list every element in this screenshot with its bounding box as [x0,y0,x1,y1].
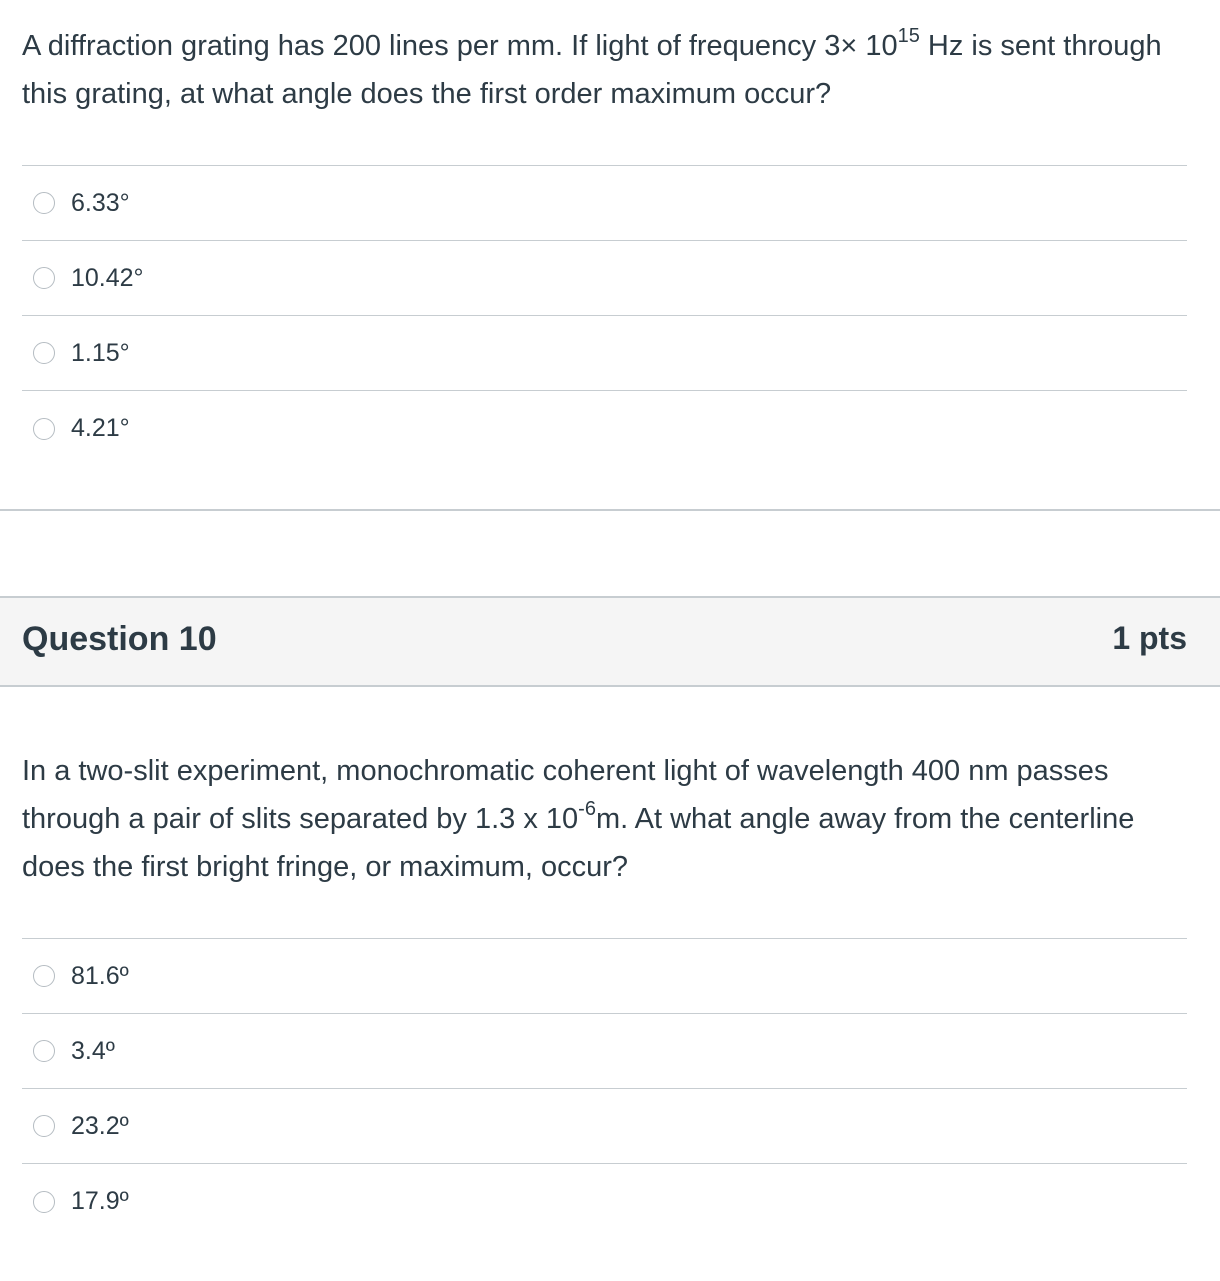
answer-option[interactable] [22,241,1187,316]
question-title: Question 10 [22,620,217,658]
answer-label[interactable]: 4.21° [71,414,130,442]
radio-button[interactable] [33,1115,55,1137]
radio-button[interactable] [33,192,55,214]
question-10-exponent: -6 [578,798,596,821]
answer-option[interactable] [22,939,1187,1014]
answer-option[interactable] [22,1089,1187,1164]
answer-option[interactable] [22,1014,1187,1089]
radio-button[interactable] [33,965,55,987]
answer-label[interactable]: 10.42° [71,263,144,292]
radio-button[interactable] [33,1191,55,1213]
radio-button[interactable] [33,418,55,440]
answer-option[interactable] [22,391,1187,466]
question-9-text [22,22,1192,118]
question-10-text-part2: m. At what angle away from the centerline does the first bright fringe, or maximum, occur? [22,803,1135,883]
question-9-exponent: 15 [897,25,920,48]
question-9-text-part2: Hz is sent through this grating, at what angle does the first order maximum occur? [22,30,1162,110]
answer-label[interactable]: 6.33° [71,188,130,217]
radio-button[interactable] [33,1040,55,1062]
radio-button[interactable] [33,342,55,364]
answer-label[interactable]: 81.6º [71,961,129,990]
answer-label[interactable]: 1.15° [71,338,130,367]
answer-label[interactable]: 3.4º [71,1036,115,1065]
answer-label[interactable]: 17.9º [71,1187,129,1215]
question-10-header [0,596,1220,687]
question-divider [0,509,1220,511]
answer-option[interactable] [22,1164,1187,1239]
question-points: 1 pts [1112,620,1187,656]
answer-option[interactable] [22,166,1187,241]
question-10-text [22,747,1192,891]
question-10-text-part1: In a two-slit experiment, monochromatic coherent light of wavelength 400 nm passes through a pair of slits separated by 1.3 x 10 [22,755,1109,835]
answer-label[interactable]: 23.2º [71,1111,129,1140]
question-9-text-part1: A diffraction grating has 200 lines per mm. If light of frequency 3× 10 [22,30,898,62]
answer-option[interactable] [22,316,1187,391]
question-9-answers [22,165,1187,466]
radio-button[interactable] [33,267,55,289]
question-10-answers [22,938,1187,1239]
